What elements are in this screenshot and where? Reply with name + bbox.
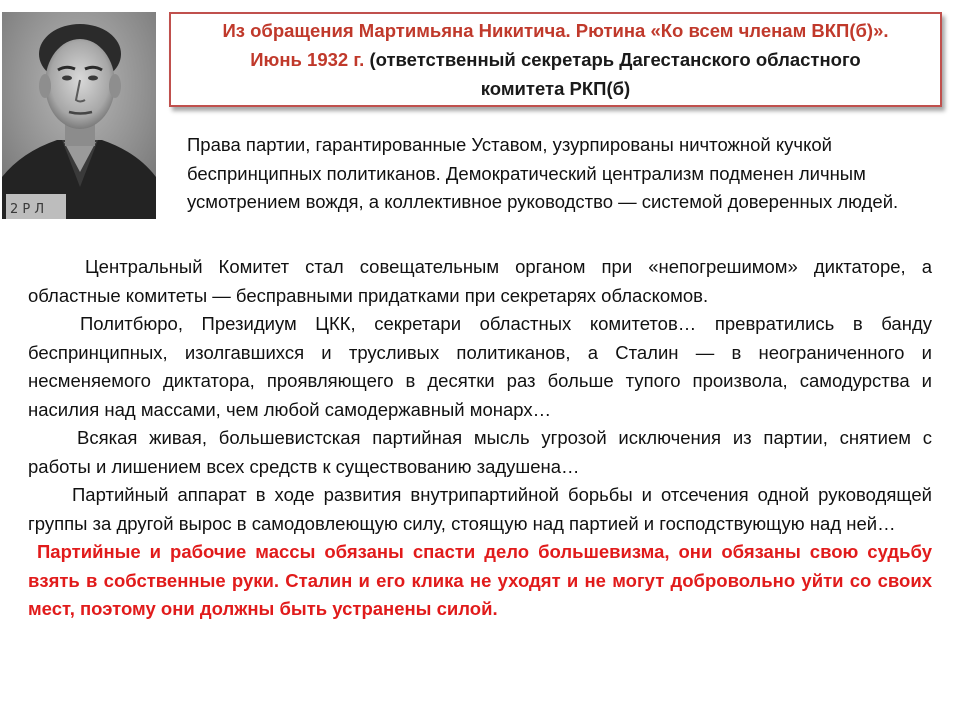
- title-box: [169, 12, 942, 107]
- paragraph-central-committee: Центральный Комитет стал совещательным органом при «непогрешимом» диктаторе, а областные комитеты — бесправными придатками при секретарях обласкомов.: [28, 256, 932, 306]
- paragraph-politburo: Политбюро, Президиум ЦКК, секретари областных комитетов… превратились в банду беспринципных, изолгавшихся и трусливых политиканов, а Сталин — в неограниченного и несменяемого диктатора, проявляющего в десятки раз больше тупого произвола, самодурства и насилия над массами, чем любой самодержавный монарх…: [28, 313, 932, 420]
- title-note: (ответственный секретарь Дагестанского областного комитета РКП(б): [369, 49, 861, 99]
- portrait-photo: [2, 12, 156, 219]
- main-text: [28, 253, 932, 624]
- paragraph-party-thought: Всякая живая, большевистская партийная мысль угрозой исключения из партии, снятием с работы и лишением всех средств к существованию задушена…: [28, 427, 932, 477]
- title-source: Из обращения Мартимьяна Никитича. Рютина «Ко всем членам ВКП(б)». Июнь 1932 г.: [222, 20, 889, 70]
- page-title: [211, 16, 901, 103]
- portrait-icon: [2, 12, 156, 219]
- conclusion-paragraph: Партийные и рабочие массы обязаны спасти дело большевизма, они обязаны свою судьбу взять в собственные руки. Сталин и его клика не уходят и не могут добровольно уйти со своих мест, поэтому они должны быть устранены силой.: [28, 541, 932, 619]
- portrait-sign: 2 Р Л: [10, 202, 45, 217]
- intro-paragraph: Права партии, гарантированные Уставом, узурпированы ничтожной кучкой беспринципных политиканов. Демократический централизм подменен личным усмотрением вождя, а коллективное руководство — системой доверенных людей.: [187, 134, 899, 212]
- paragraph-party-apparatus: Партийный аппарат в ходе развития внутрипартийной борьбы и отсечения одной руководящей группы за другой вырос в самодовлеющую силу, стоящую над партией и господствующую над ней…: [28, 484, 932, 534]
